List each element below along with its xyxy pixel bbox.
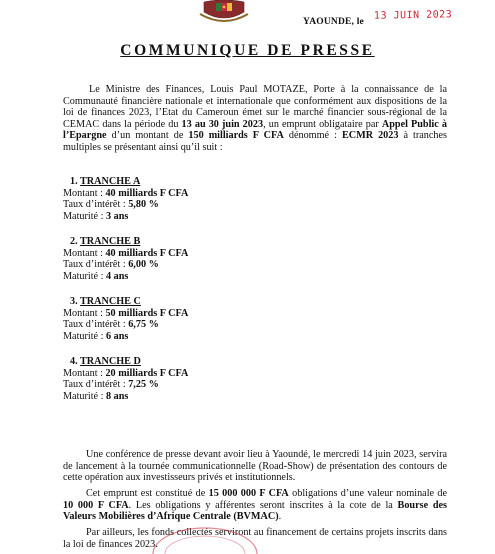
montant-label: Montant : [63,187,106,199]
maturite-value: 6 ans [106,330,129,342]
tranche-maturite [63,271,188,283]
tranche-a [63,176,188,222]
tranche-heading [70,176,188,188]
maturite-value: 8 ans [106,390,129,402]
montant-label: Montant : [63,307,106,319]
tranche-taux [63,319,188,331]
maturite-label: Maturité : [63,330,107,342]
maturite-label: Maturité : [63,210,107,222]
tranche-heading [70,296,188,308]
tranche-montant [63,248,188,260]
tranche-montant [63,188,188,200]
taux-label: Taux d’intérêt : [63,319,129,331]
intro-amount: 150 milliards F CFA [188,130,284,142]
intro-ape: Appel Public à l’Epargne [63,118,447,142]
tranche-montant [63,308,188,320]
tranche-taux [63,379,188,391]
tranche-maturite [63,391,188,403]
tranche-number: 1. [70,176,78,187]
taux-value: 6,75 % [128,319,159,331]
obligations-text-3: . Les obligations y afférentes seront inscrites à la cote de la [128,499,398,511]
tranche-name: TRANCHE A [80,176,141,187]
obligations-text-4: . [278,511,282,523]
tranche-heading [70,236,188,248]
montant-value: 40 milliards F CFA [105,187,189,199]
taux-value: 7,25 % [128,379,159,391]
intro-text-3: d’un montant de [106,130,189,142]
tranche-name: TRANCHE D [80,356,141,367]
intro-text-5: à tranches multiples se présentant ainsi qu’il suit : [63,130,447,153]
obligations-text-2: obligations d’une valeur nominale de [288,488,448,499]
intro-paragraph [63,84,447,154]
montant-value: 20 milliards F CFA [105,367,189,379]
obligations-count: 15 000 000 F CFA [208,488,289,499]
tranche-maturite [63,331,188,343]
maturite-value: 3 ans [106,210,129,222]
tranche-d [63,356,188,402]
fonds-paragraph: Par ailleurs, les fonds collectés serviront au financement de certains projets inscrits dans la loi de finances 2023. [63,527,447,550]
taux-value: 6,00 % [128,259,159,271]
tranche-maturite [63,211,188,223]
obligations-nominal: 10 000 F CFA [63,499,129,511]
tranche-heading [70,356,188,368]
taux-label: Taux d’intérêt : [63,379,129,391]
tranche-name: TRANCHE C [80,296,141,307]
obligations-paragraph [63,488,447,523]
tranche-montant [63,368,188,380]
city-date-label: YAOUNDE, le [303,17,364,27]
intro-period: 13 au 30 juin 2023 [181,118,264,130]
montant-label: Montant : [63,247,106,259]
intro-name: ECMR 2023 [341,130,399,142]
montant-label: Montant : [63,367,106,379]
taux-label: Taux d’intérêt : [63,259,129,271]
page-title: COMMUNIQUE DE PRESSE [120,42,375,59]
montant-value: 50 milliards F CFA [105,307,189,319]
tranche-number: 3. [70,296,78,307]
intro-text-1: Le Ministre des Finances, Louis Paul MOTAZE, Porte à la connaissance de la Communauté financière nationale et internationale que conformément aux dispositions de la loi de finances 2023, l’Etat du Cameroun émet sur le marché financier sous-régional de la CEMAC dans la période du [63,84,447,130]
montant-value: 40 milliards F CFA [105,247,189,259]
tranche-taux [63,199,188,211]
tranche-b [63,236,188,282]
taux-label: Taux d’intérêt : [63,199,129,211]
taux-value: 5,80 % [128,199,159,211]
cameroon-coat-of-arms-icon [198,0,250,24]
obligations-exchange: Bourse des Valeurs Mobilières d’Afrique Centrale (BVMAC) [63,499,447,523]
maturite-value: 4 ans [106,270,129,282]
tranche-c [63,296,188,342]
tranche-taux [63,259,188,271]
tranche-name: TRANCHE B [80,236,141,247]
maturite-label: Maturité : [63,270,107,282]
intro-text-4: dénommé : [283,130,342,142]
intro-text-2: , un emprunt obligataire par [263,118,382,130]
obligations-text-1: Cet emprunt est constitué de [86,488,209,499]
maturite-label: Maturité : [63,390,107,402]
tranche-number: 2. [70,236,78,247]
date-stamp: 13 JUIN 2023 [373,9,453,22]
conference-paragraph: Une conférence de presse devant avoir lieu à Yaoundé, le mercredi 14 juin 2023, servira de lancement à la tournée communicationnelle (Road-Show) de présentation des contours de cette opération aux investisseurs privés et institutionnels. [63,449,447,484]
tranche-number: 4. [70,356,78,367]
